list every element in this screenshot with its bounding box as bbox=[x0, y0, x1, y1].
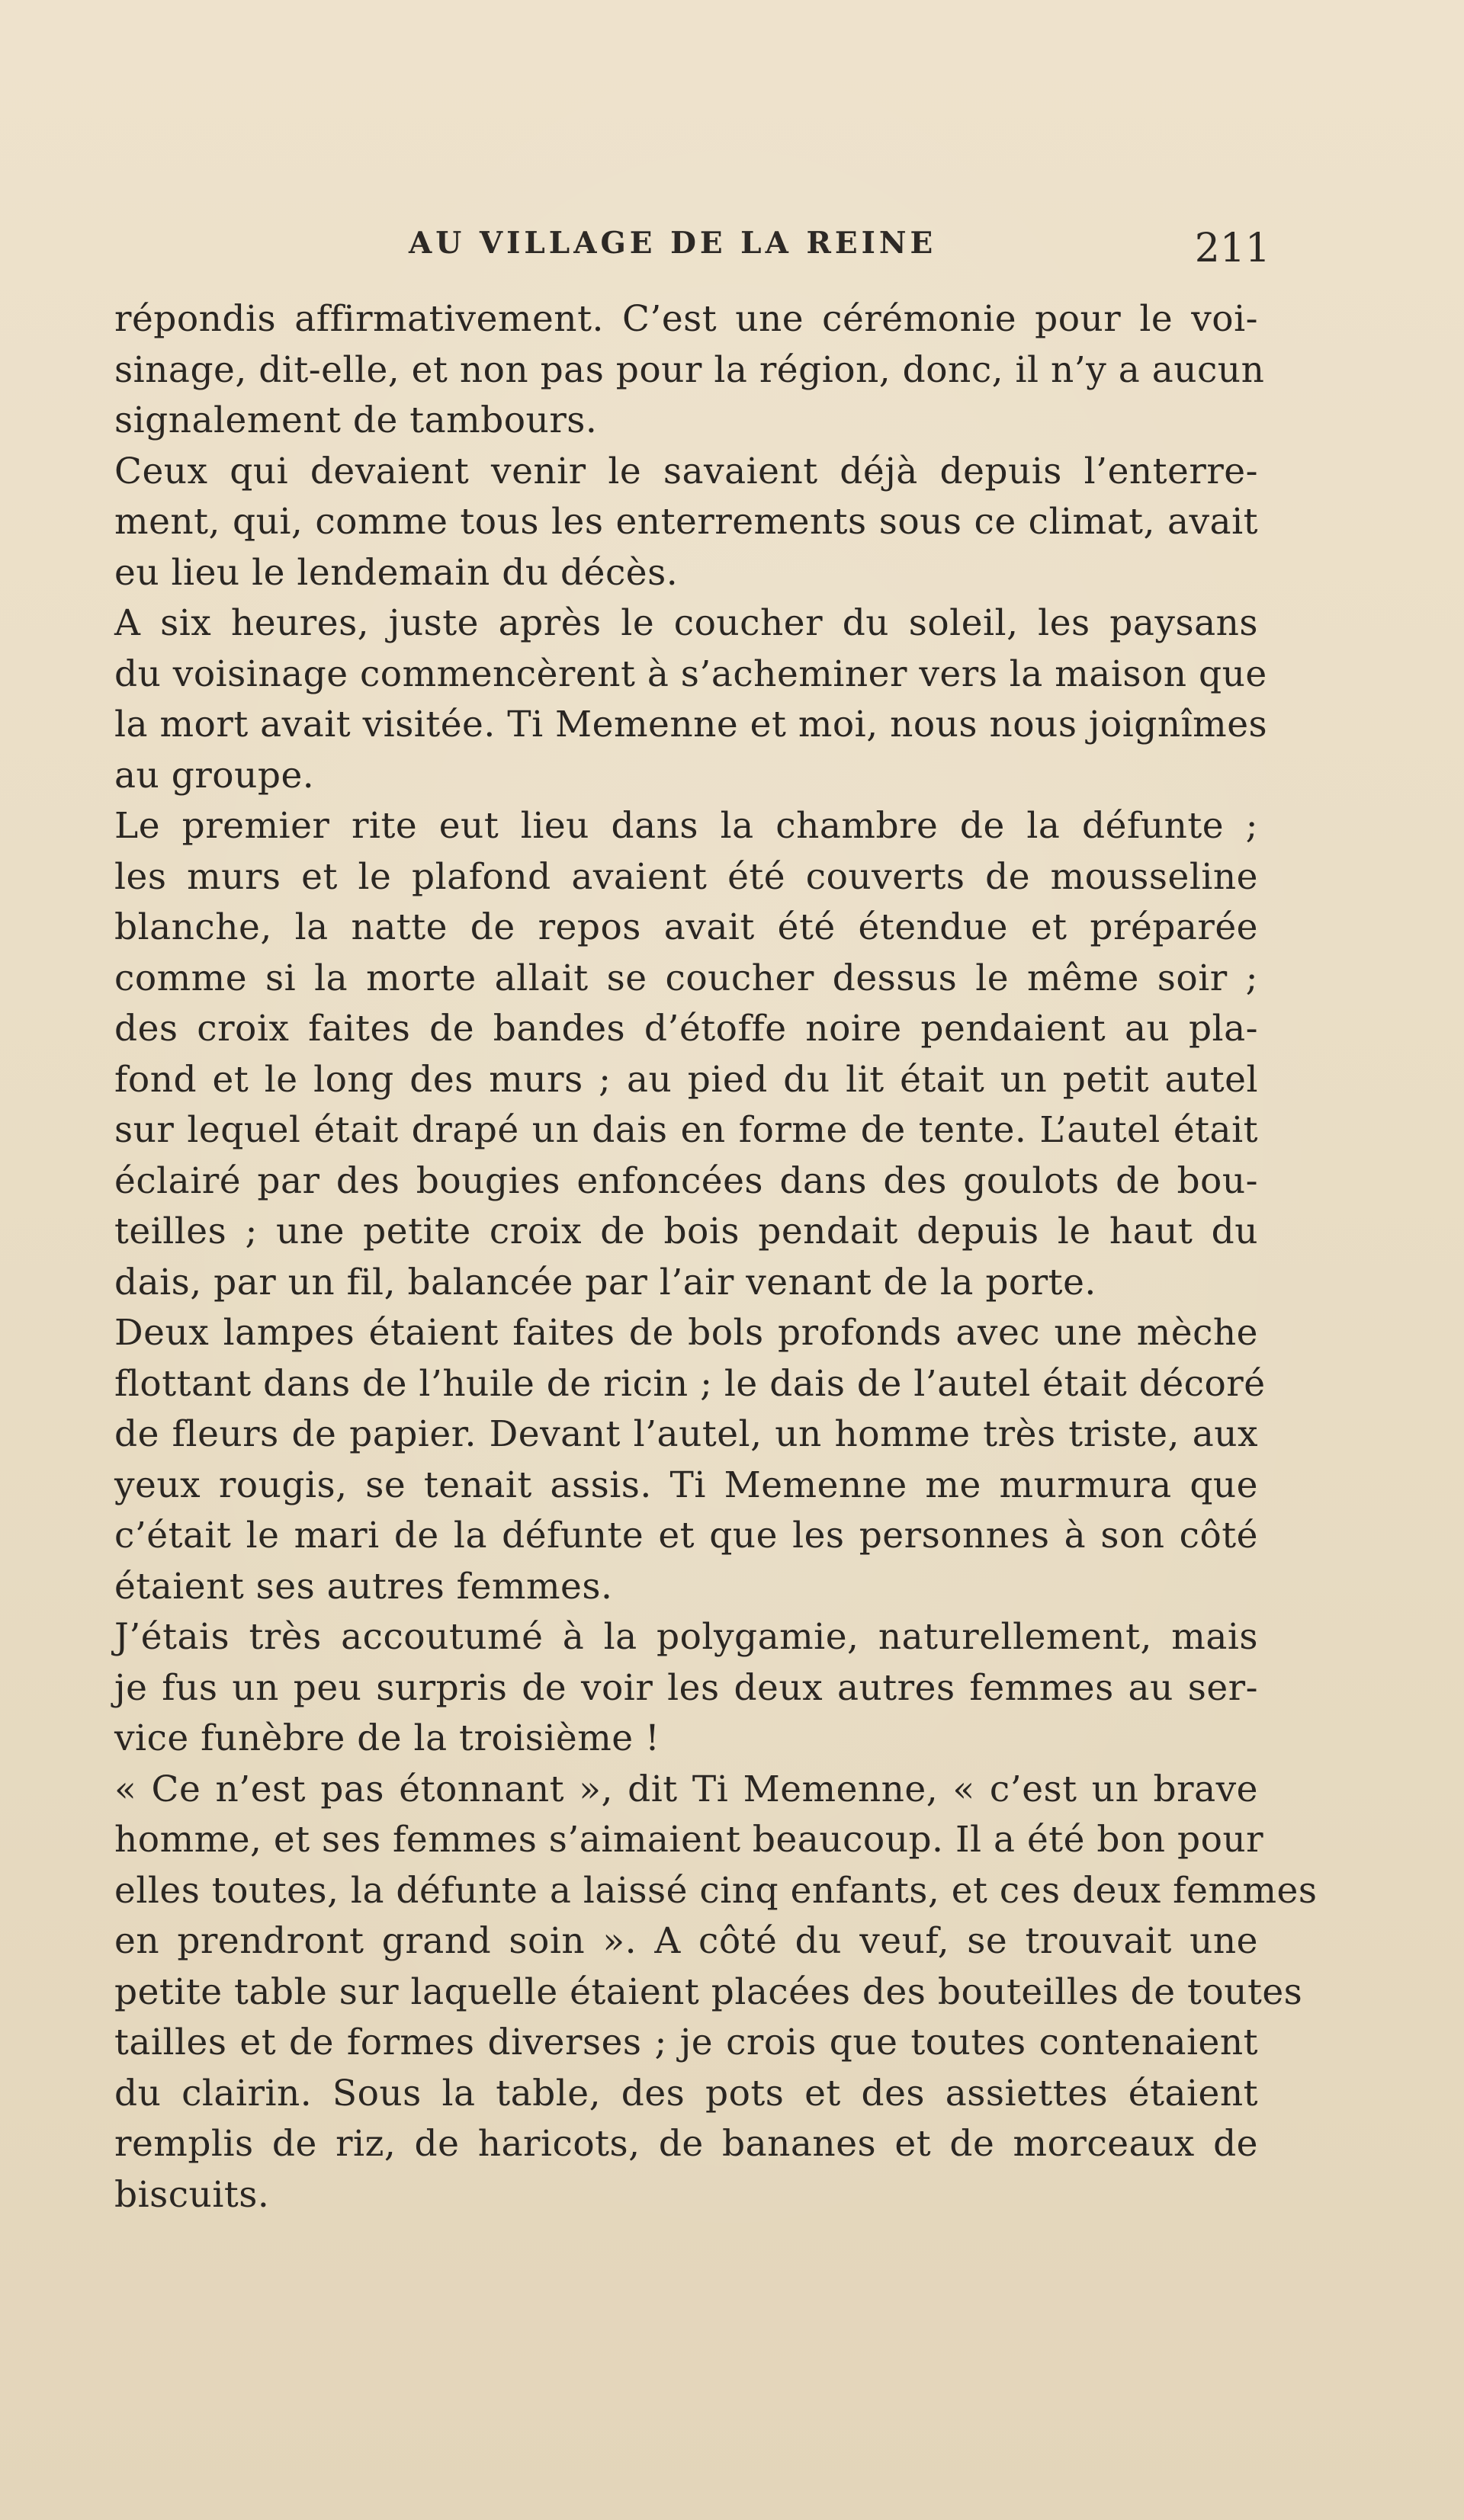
text-line: c’était le mari de la défunte et que les personnes à son côté bbox=[114, 1515, 1258, 1557]
text-line: dais, par un fil, balancée par l’air venant de la porte. bbox=[114, 1261, 1096, 1303]
text-line: la mort avait visitée. Ti Memenne et moi, nous nous joignîmes bbox=[114, 704, 1268, 745]
text-line: tailles et de formes diverses ; je crois que toutes contenaient bbox=[114, 2021, 1258, 2063]
text-line: teilles ; une petite croix de bois pendait depuis le haut du bbox=[114, 1210, 1258, 1252]
text-line: éclairé par des bougies enfoncées dans des goulots de bou- bbox=[114, 1159, 1258, 1202]
text-line: homme, et ses femmes s’aimaient beaucoup. Il a été bon pour bbox=[114, 1819, 1264, 1861]
page-body bbox=[114, 294, 1318, 2220]
text-line: Le premier rite eut lieu dans la chambre de la défunte ; bbox=[114, 805, 1258, 847]
text-line: étaient ses autres femmes. bbox=[114, 1565, 613, 1608]
text-line: du voisinage commencèrent à s’acheminer vers la maison que bbox=[114, 652, 1267, 695]
text-line: vice funèbre de la troisième ! bbox=[114, 1717, 660, 1759]
text-line: A six heures, juste après le coucher du soleil, les paysans bbox=[114, 602, 1258, 644]
text-line: sur lequel était drapé un dais en forme de tente. L’autel était bbox=[114, 1109, 1258, 1151]
text-line: flottant dans de l’huile de ricin ; le dais de l’autel était décoré bbox=[114, 1362, 1266, 1405]
text-line: biscuits. bbox=[114, 2173, 270, 2216]
text-line: elles toutes, la défunte a laissé cinq enfants, et ces deux femmes bbox=[114, 1869, 1318, 1912]
text-line: remplis de riz, de haricots, de bananes et de morceaux de bbox=[114, 2123, 1258, 2165]
text-line: du clairin. Sous la table, des pots et des assiettes étaient bbox=[114, 2072, 1258, 2114]
text-line: fond et le long des murs ; au pied du lit était un petit autel bbox=[114, 1058, 1258, 1101]
text-line: ment, qui, comme tous les enterrements sous ce climat, avait bbox=[114, 501, 1258, 543]
text-line: petite table sur laquelle étaient placées des bouteilles de toutes bbox=[114, 1970, 1303, 2013]
text-line: au groupe. bbox=[114, 754, 315, 797]
text-line: « Ce n’est pas étonnant », dit Ti Memenne, « c’est un brave bbox=[114, 1768, 1258, 1810]
running-title: AU VILLAGE DE LA REINE bbox=[409, 226, 937, 261]
text-line: comme si la morte allait se coucher dessus le même soir ; bbox=[114, 957, 1258, 999]
text-line: Deux lampes étaient faites de bols profonds avec une mèche bbox=[114, 1312, 1258, 1354]
text-line: répondis affirmativement. C’est une cérémonie pour le voi- bbox=[114, 298, 1258, 340]
text-line: yeux rougis, se tenait assis. Ti Memenne me murmura que bbox=[114, 1464, 1258, 1506]
text-line: sinage, dit-elle, et non pas pour la région, donc, il n’y a aucun bbox=[114, 348, 1265, 391]
text-line: eu lieu le lendemain du décès. bbox=[114, 551, 679, 594]
text-line: J’étais très accoutumé à la polygamie, naturellement, mais bbox=[114, 1616, 1258, 1658]
text-line: blanche, la natte de repos avait été étendue et préparée bbox=[114, 906, 1258, 948]
text-line: de fleurs de papier. Devant l’autel, un homme très triste, aux bbox=[114, 1413, 1258, 1455]
page-number: 211 bbox=[1194, 226, 1270, 271]
text-line: en prendront grand soin ». A côté du veuf, se trouvait une bbox=[114, 1920, 1258, 1962]
text-line: signalement de tambours. bbox=[114, 399, 598, 441]
text-line: Ceux qui devaient venir le savaient déjà depuis l’enterre- bbox=[114, 450, 1258, 492]
text-line: des croix faites de bandes d’étoffe noire pendaient au pla- bbox=[114, 1008, 1258, 1050]
text-line: je fus un peu surpris de voir les deux autres femmes au ser- bbox=[114, 1666, 1258, 1709]
text-line: les murs et le plafond avaient été couverts de mousseline bbox=[114, 855, 1258, 898]
